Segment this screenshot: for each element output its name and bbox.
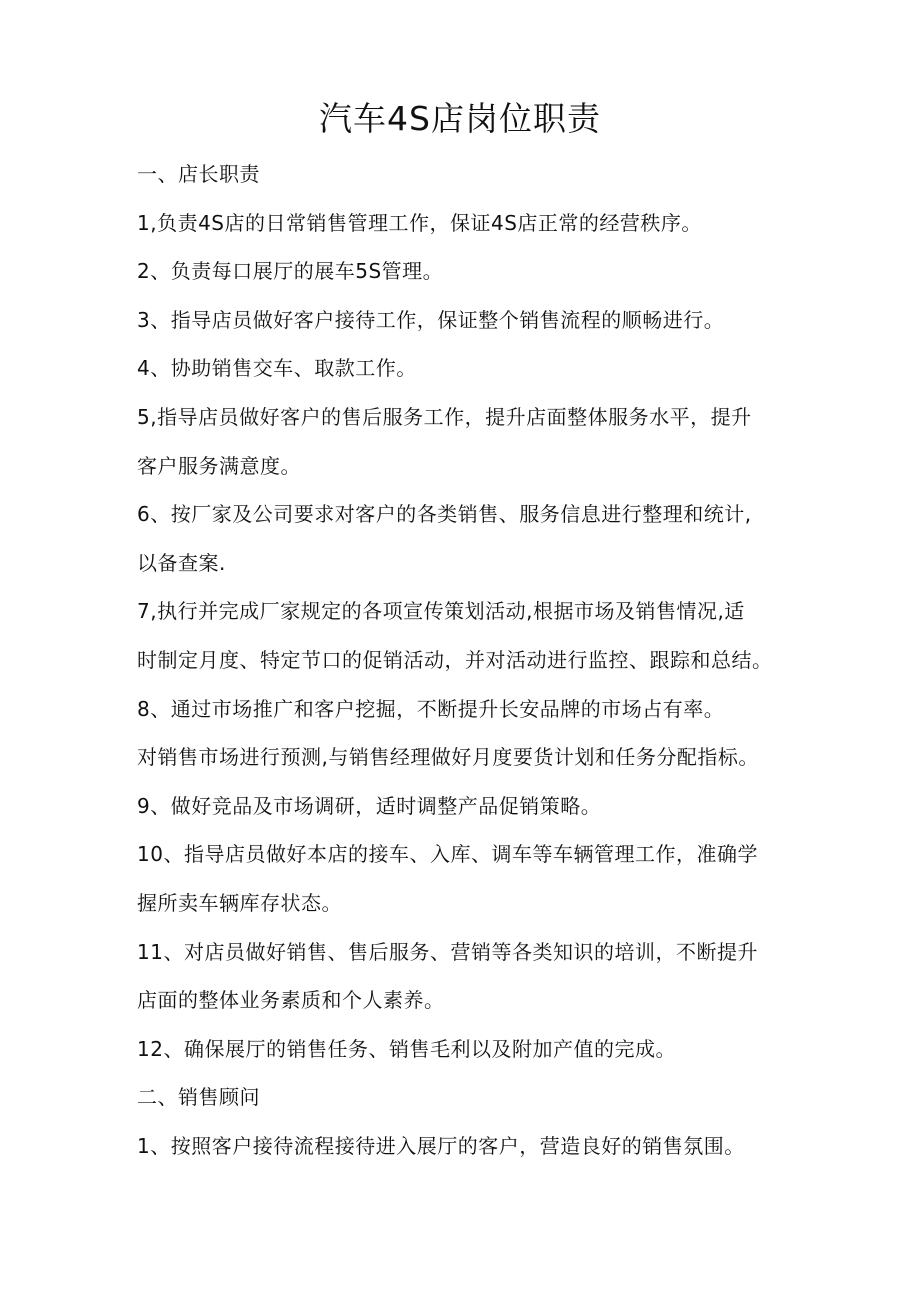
document-title: 汽车4S店岗位职责 <box>319 99 601 138</box>
section-heading: 二、销售顾问 <box>137 1085 260 1110</box>
section-heading: 一、店长职责 <box>137 162 260 186</box>
duty-item: 4、协助销售交车、取款工作。 <box>137 356 417 381</box>
duty-item: 2、负责每口展厅的展车5S管理。 <box>137 259 444 284</box>
duty-item-continuation: 以备查案. <box>137 550 226 575</box>
duty-item-continuation: 对销售市场进行预测,与销售经理做好月度要货计划和任务分配指标。 <box>137 745 759 770</box>
duty-item-continuation: 店面的整体业务素质和个人素养。 <box>137 988 445 1013</box>
document-body <box>137 150 787 1170</box>
duty-item-continuation: 握所卖车辆库存状态。 <box>137 890 342 915</box>
duty-item: 12、确保展厅的销售任务、销售毛利以及附加产值的完成。 <box>137 1036 676 1061</box>
duty-item: 8、通过市场推广和客户挖掘，不断提升长安品牌的市场占有率。 <box>137 696 725 721</box>
duty-item: 9、做好竞品及市场调研，适时调整产品促销策略。 <box>137 793 602 818</box>
duty-item: 10、指导店员做好本店的接车、入库、调车等车辆管理工作，准确学 <box>137 842 758 867</box>
duty-item: 5,指导店员做好客户的售后服务工作，提升店面整体服务水平，提升 <box>137 404 752 429</box>
duty-item: 1、按照客户接待流程接待进入展厅的客户，营造良好的销售氛围。 <box>137 1133 745 1158</box>
duty-item: 3、指导店员做好客户接待工作，保证整个销售流程的顺畅进行。 <box>137 307 725 332</box>
duty-item: 11、对店员做好销售、售后服务、营销等各类知识的培训，不断提升 <box>137 939 758 964</box>
duty-item: 6、按厂家及公司要求对客户的各类销售、服务信息进行整理和统计, <box>137 502 752 527</box>
duty-item: 7,执行并完成厂家规定的各项宣传策划活动,根据市场及销售情况,适 <box>137 599 745 624</box>
duty-item-continuation: 时制定月度、特定节口的促销活动，并对活动进行监控、跟踪和总结。 <box>137 647 773 672</box>
duty-item: 1,负责4S店的日常销售管理工作，保证4S店正常的经营秩序。 <box>137 210 702 235</box>
duty-item-continuation: 客户服务满意度。 <box>137 453 301 478</box>
